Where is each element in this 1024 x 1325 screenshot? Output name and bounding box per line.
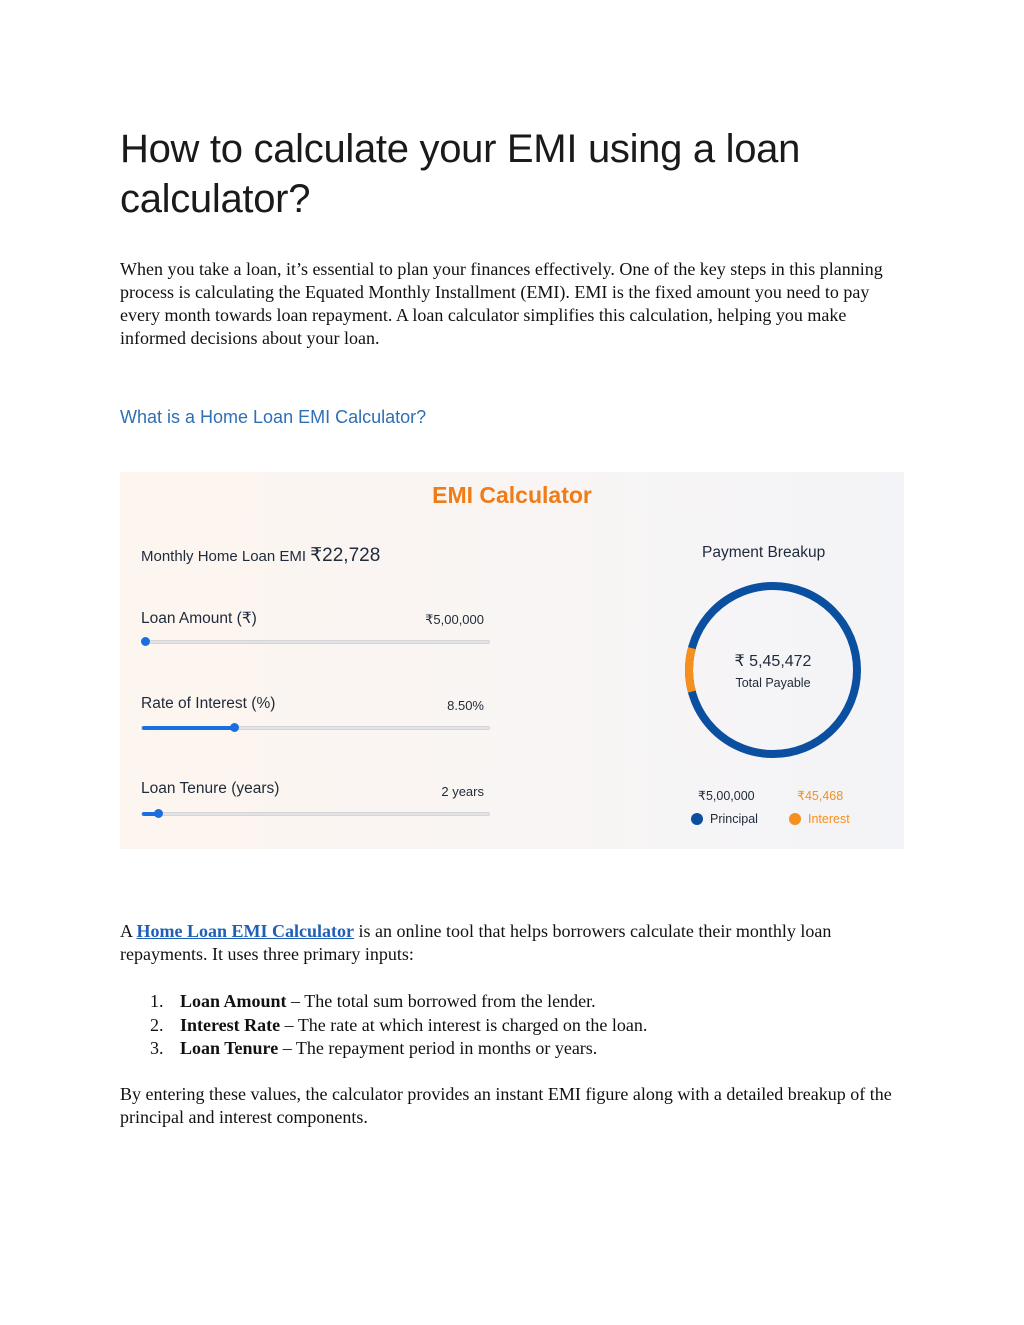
closing-paragraph: By entering these values, the calculator provides an instant EMI figure along with a detailed breakup of the principal and interest components.: [120, 1084, 892, 1127]
monthly-emi-row: [141, 544, 380, 567]
home-loan-emi-calculator-link[interactable]: Home Loan EMI Calculator: [136, 921, 355, 941]
slider-handle[interactable]: [154, 809, 163, 818]
interest-amount: ₹45,468: [797, 789, 844, 803]
list-item: [120, 1014, 910, 1038]
loan-amount-slider[interactable]: [141, 640, 490, 644]
list-item: [120, 990, 910, 1014]
inputs-list: [120, 990, 910, 1061]
interest-rate-value: 8.50%: [447, 698, 484, 713]
list-number: 2.: [150, 1014, 164, 1035]
interest-dot-icon: [789, 813, 801, 825]
emi-calculator-image: [120, 472, 904, 849]
payment-breakup-title: Payment Breakup: [702, 544, 826, 561]
principal-legend: [691, 812, 758, 826]
calculator-title: EMI Calculator: [432, 482, 592, 508]
total-payable-amount: ₹ 5,45,472: [734, 653, 812, 670]
principal-ring: [689, 586, 857, 754]
emi-value: ₹22,728: [310, 545, 381, 566]
list-term: Loan Tenure: [180, 1038, 279, 1058]
principal-legend-label: Principal: [710, 812, 758, 826]
loan-amount-label: Loan Amount (₹): [141, 610, 257, 627]
loan-tenure-label: Loan Tenure (years): [141, 780, 280, 797]
interest-rate-slider[interactable]: [141, 726, 490, 730]
list-desc: – The rate at which interest is charged on the loan.: [280, 1014, 648, 1035]
list-desc: – The repayment period in months or years.: [278, 1038, 598, 1058]
emi-label: Monthly Home Loan EMI: [141, 548, 307, 565]
principal-dot-icon: [691, 813, 703, 825]
list-item: [120, 1037, 910, 1061]
section-heading: What is a Home Loan EMI Calculator?: [120, 407, 427, 427]
interest-rate-label: Rate of Interest (%): [141, 695, 276, 712]
interest-legend: [789, 812, 850, 826]
payment-donut-chart: [680, 577, 866, 763]
interest-legend-label: Interest: [808, 812, 850, 826]
principal-amount: ₹5,00,000: [698, 789, 755, 803]
total-payable-label: Total Payable: [735, 676, 811, 690]
loan-tenure-value: 2 years: [441, 784, 484, 799]
list-term: Loan Amount: [180, 991, 287, 1011]
slider-fill: [142, 726, 234, 730]
slider-handle[interactable]: [141, 637, 150, 646]
list-desc: – The total sum borrowed from the lender.: [286, 991, 596, 1011]
list-number: 3.: [150, 1038, 164, 1058]
para-suffix: is an online tool that helps borrowers calculate their monthly loan repayments. It uses three primary inputs:: [120, 921, 832, 964]
loan-tenure-slider[interactable]: [141, 812, 490, 816]
calculator-description: [120, 920, 910, 966]
list-number: 1.: [150, 991, 164, 1011]
intro-paragraph: When you take a loan, it’s essential to plan your finances effectively. One of the key steps in this planning process is calculating the Equated Monthly Installment (EMI). EMI is the fixed amount you need to pay every month towards loan repayment. A loan calculator simplifies this calculation, helping you make informed decisions about your loan.: [120, 259, 883, 348]
page-title: How to calculate your EMI using a loan calculator?: [120, 127, 801, 221]
loan-amount-value: ₹5,00,000: [425, 612, 484, 627]
slider-handle[interactable]: [230, 723, 239, 732]
para-prefix: A: [120, 921, 137, 941]
list-term: Interest Rate: [180, 1014, 281, 1035]
